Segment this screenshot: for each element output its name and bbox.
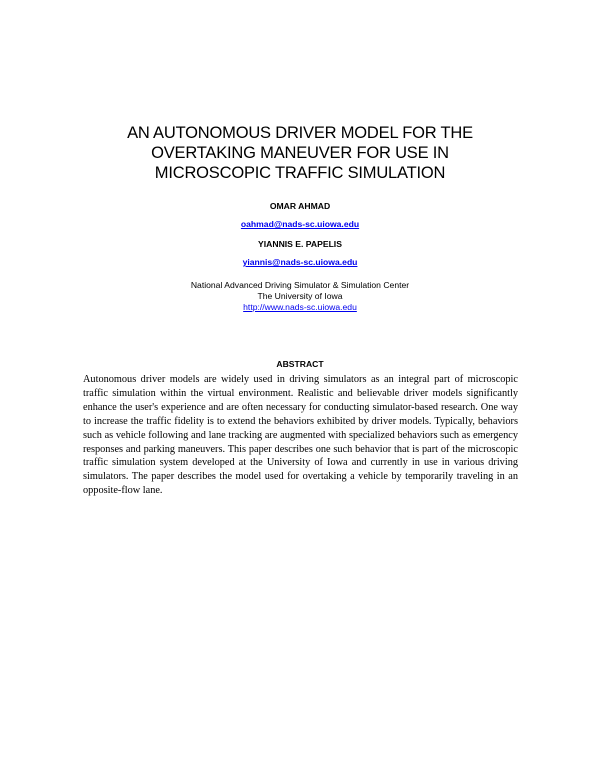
abstract-heading: ABSTRACT xyxy=(276,359,324,369)
title-line-1: AN AUTONOMOUS DRIVER MODEL FOR THE xyxy=(127,124,473,142)
abstract-text: Autonomous driver models are widely used in driving simulators as an integral part of microscopic traffic simulation within the virtual environment. Realistic and believable driver models significantly enhance the user's experience and are often necessary for conducting simulator-based research. One way to increase the traffic fidelity is to extend the behaviors exhibited by driver models. Typically, behaviors such as vehicle following and lane tracking are augmented with specialized behaviors such as emergency responses and parking maneuvers. This paper describes one such behavior that is part of the microscopic traffic simulation system developed at the University of Iowa and currently in use in various driving simulators. The paper describes the model used for overtaking a vehicle by temporarily traveling in an opposite-flow lane. xyxy=(83,374,518,497)
author-block-2 xyxy=(0,239,600,270)
title-line-3: MICROSCOPIC TRAFFIC SIMULATION xyxy=(154,164,446,182)
author-block-1 xyxy=(0,201,600,232)
author-email-link[interactable]: oahmad@nads-sc.uiowa.edu xyxy=(240,219,360,229)
website-link[interactable]: http://www.nads-sc.uiowa.edu xyxy=(243,302,357,312)
institution-name: National Advanced Driving Simulator & Simulation Center xyxy=(190,280,410,290)
title-line-2: OVERTAKING MANEUVER FOR USE IN xyxy=(151,144,449,162)
university-name: The University of Iowa xyxy=(257,291,343,301)
author-name: OMAR AHMAD xyxy=(269,201,331,211)
paper-title xyxy=(60,123,540,183)
affiliation-block xyxy=(0,280,600,313)
author-name: YIANNIS E. PAPELIS xyxy=(258,239,342,249)
author-email-link[interactable]: yiannis@nads-sc.uiowa.edu xyxy=(242,257,358,267)
